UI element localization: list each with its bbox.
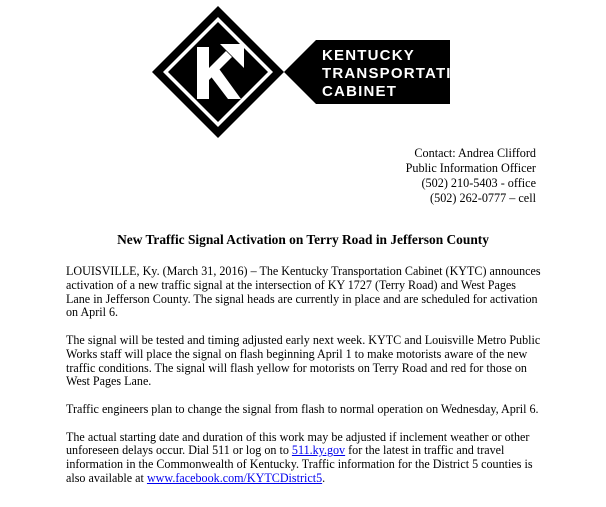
contact-name: Contact: Andrea Clifford bbox=[414, 146, 536, 160]
logo-line1: KENTUCKY bbox=[322, 47, 415, 64]
paragraph-4 bbox=[66, 431, 542, 486]
press-release-body bbox=[66, 265, 542, 500]
logo-line2: TRANSPORTATION bbox=[322, 65, 477, 82]
contact-office-phone: (502) 210-5403 - office bbox=[421, 176, 536, 190]
logo-line3: CABINET bbox=[322, 83, 398, 100]
paragraph-2: The signal will be tested and timing adjusted early next week. KYTC and Louisville Metro Public Works staff will place the signal on flash beginning April 1 to make motorists aware of the new traffic conditions. The signal will flash yellow for motorists on Terry Road and red for those on West Pages Lane. bbox=[66, 332, 541, 389]
link-facebook-kytc-district5[interactable]: www.facebook.com/KYTCDistrict5 bbox=[146, 470, 323, 485]
paragraph-1: LOUISVILLE, Ky. (March 31, 2016) – The Kentucky Transportation Cabinet (KYTC) announces activation of a new traffic signal at the intersection of KY 1727 (Terry Road) and West Pages Lane in Jefferson County. The signal heads are currently in place and are scheduled for activation on April 6. bbox=[66, 264, 541, 320]
contact-role: Public Information Officer bbox=[405, 161, 536, 175]
press-release-title: New Traffic Signal Activation on Terry Road in Jefferson County bbox=[117, 232, 489, 247]
contact-block bbox=[406, 146, 536, 206]
link-511-ky-gov[interactable]: 511.ky.gov bbox=[291, 443, 346, 458]
paragraph-3: Traffic engineers plan to change the signal from flash to normal operation on Wednesday, April 6. bbox=[66, 401, 539, 416]
contact-cell-phone: (502) 262-0777 – cell bbox=[430, 191, 536, 205]
paragraph-4-text-1: The actual starting date and duration of this work may be adjusted if inclement weather or other unforeseen delays occur. Dial 511 or log on to bbox=[66, 429, 530, 458]
paragraph-4-text-3: . bbox=[322, 470, 326, 485]
paragraph-4-text-2: for the latest in traffic and travel information in the Commonwealth of Kentucky. Traffic information for the District 5 counties is also available at bbox=[66, 443, 533, 485]
kentucky-k-arrow-diamond-icon bbox=[150, 2, 477, 142]
kytc-logo bbox=[150, 2, 477, 142]
